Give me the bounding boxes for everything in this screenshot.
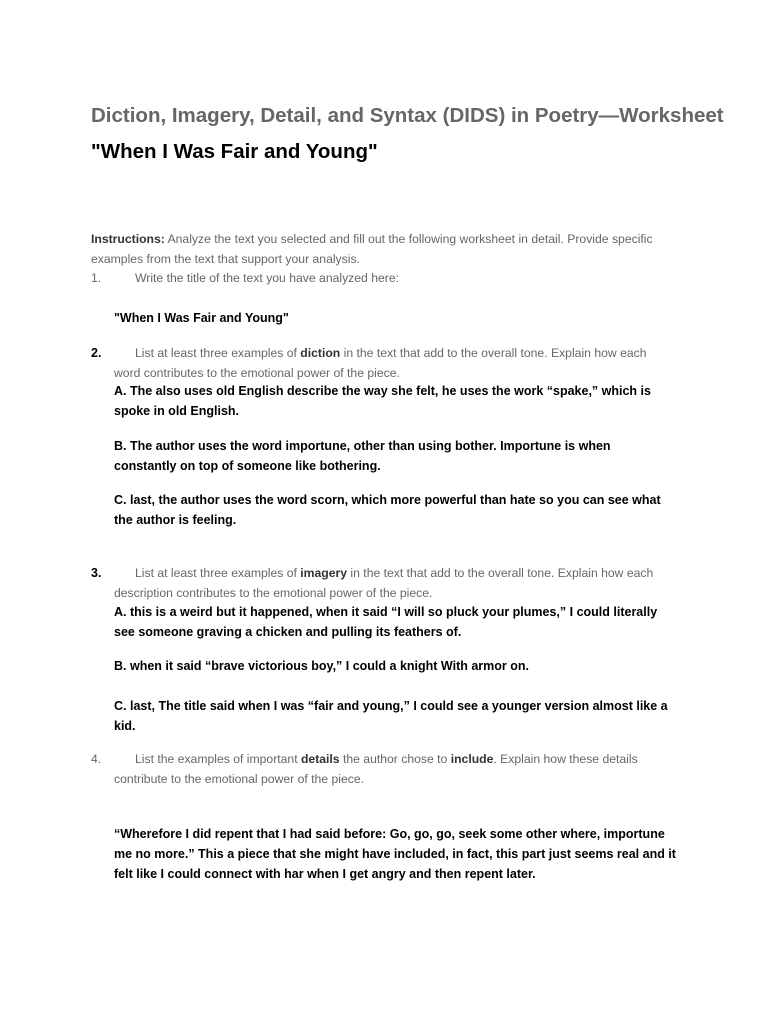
question-4-number: 4. (91, 752, 102, 766)
question-3-number: 3. (91, 566, 102, 580)
question-2-answer-c: C. last, the author uses the word scorn, which more powerful than hate so you can see what the author is feeling. (114, 493, 661, 527)
question-1-number: 1. (91, 271, 102, 285)
question-2-prompt-after: in the text that add to the overall tone. Explain how each word contributes to the emotional power of the piece. (114, 346, 647, 380)
question-2-keyword: diction (300, 346, 341, 360)
question-3-prompt-before: List at least three examples of (135, 566, 301, 580)
question-3-prompt-after: in the text that add to the overall tone. Explain how each description contributes to the emotional power of the piece. (114, 566, 654, 600)
question-2-answer-b: B. The author uses the word importune, other than using bother. Importune is when constantly on top of someone like bothering. (114, 439, 611, 473)
question-2-prompt (114, 344, 674, 383)
question-3-prompt (114, 564, 674, 603)
question-3-answer-a: A. this is a weird but it happened, when it said “I will so pluck your plumes,” I could literally see someone graving a chicken and pulling its feathers of. (114, 605, 658, 639)
question-4-prompt-before: List the examples of important (135, 752, 301, 766)
question-3-answer-b: B. when it said “brave victorious boy,” I could a knight With armor on. (114, 659, 529, 673)
question-1-prompt: Write the title of the text you have analyzed here: (135, 271, 399, 285)
question-4-keyword-details: details (300, 752, 340, 766)
question-2-answer-a: A. The also uses old English describe the way she felt, he uses the work “spake,” which is spoke in old English. (114, 384, 651, 418)
question-3-keyword: imagery (300, 566, 348, 580)
question-4-keyword-include: include (450, 752, 494, 766)
title-poem-name: "When I Was Fair and Young" (91, 140, 378, 163)
question-4-answer: “Wherefore I did repent that I had said before: Go, go, go, seek some other where, importune me no more.” This a piece that she might have included, in fact, this part just seems real and it felt like I could connect with har when I get angry and then repent later. (114, 827, 676, 881)
question-2-number: 2. (91, 346, 102, 360)
question-1-answer: "When I Was Fair and Young" (114, 311, 289, 325)
question-4-prompt-middle: the author chose to (339, 752, 451, 766)
title-main: Diction, Imagery, Detail, and Syntax (DIDS) in Poetry—Worksheet (91, 104, 724, 127)
page-title (91, 98, 731, 170)
instructions-label: Instructions: (91, 232, 165, 246)
question-3-answer-c: C. last, The title said when I was “fair and young,” I could see a younger version almost like a kid. (114, 699, 668, 733)
instructions-text: Analyze the text you selected and fill out the following worksheet in detail. Provide specific examples from the text that support your analysis. (91, 232, 653, 266)
question-4-prompt-after: . Explain how these details contribute to the emotional power of the piece. (114, 752, 638, 786)
question-4-prompt (114, 750, 674, 789)
instructions (91, 230, 671, 269)
question-2-prompt-before: List at least three examples of (135, 346, 301, 360)
